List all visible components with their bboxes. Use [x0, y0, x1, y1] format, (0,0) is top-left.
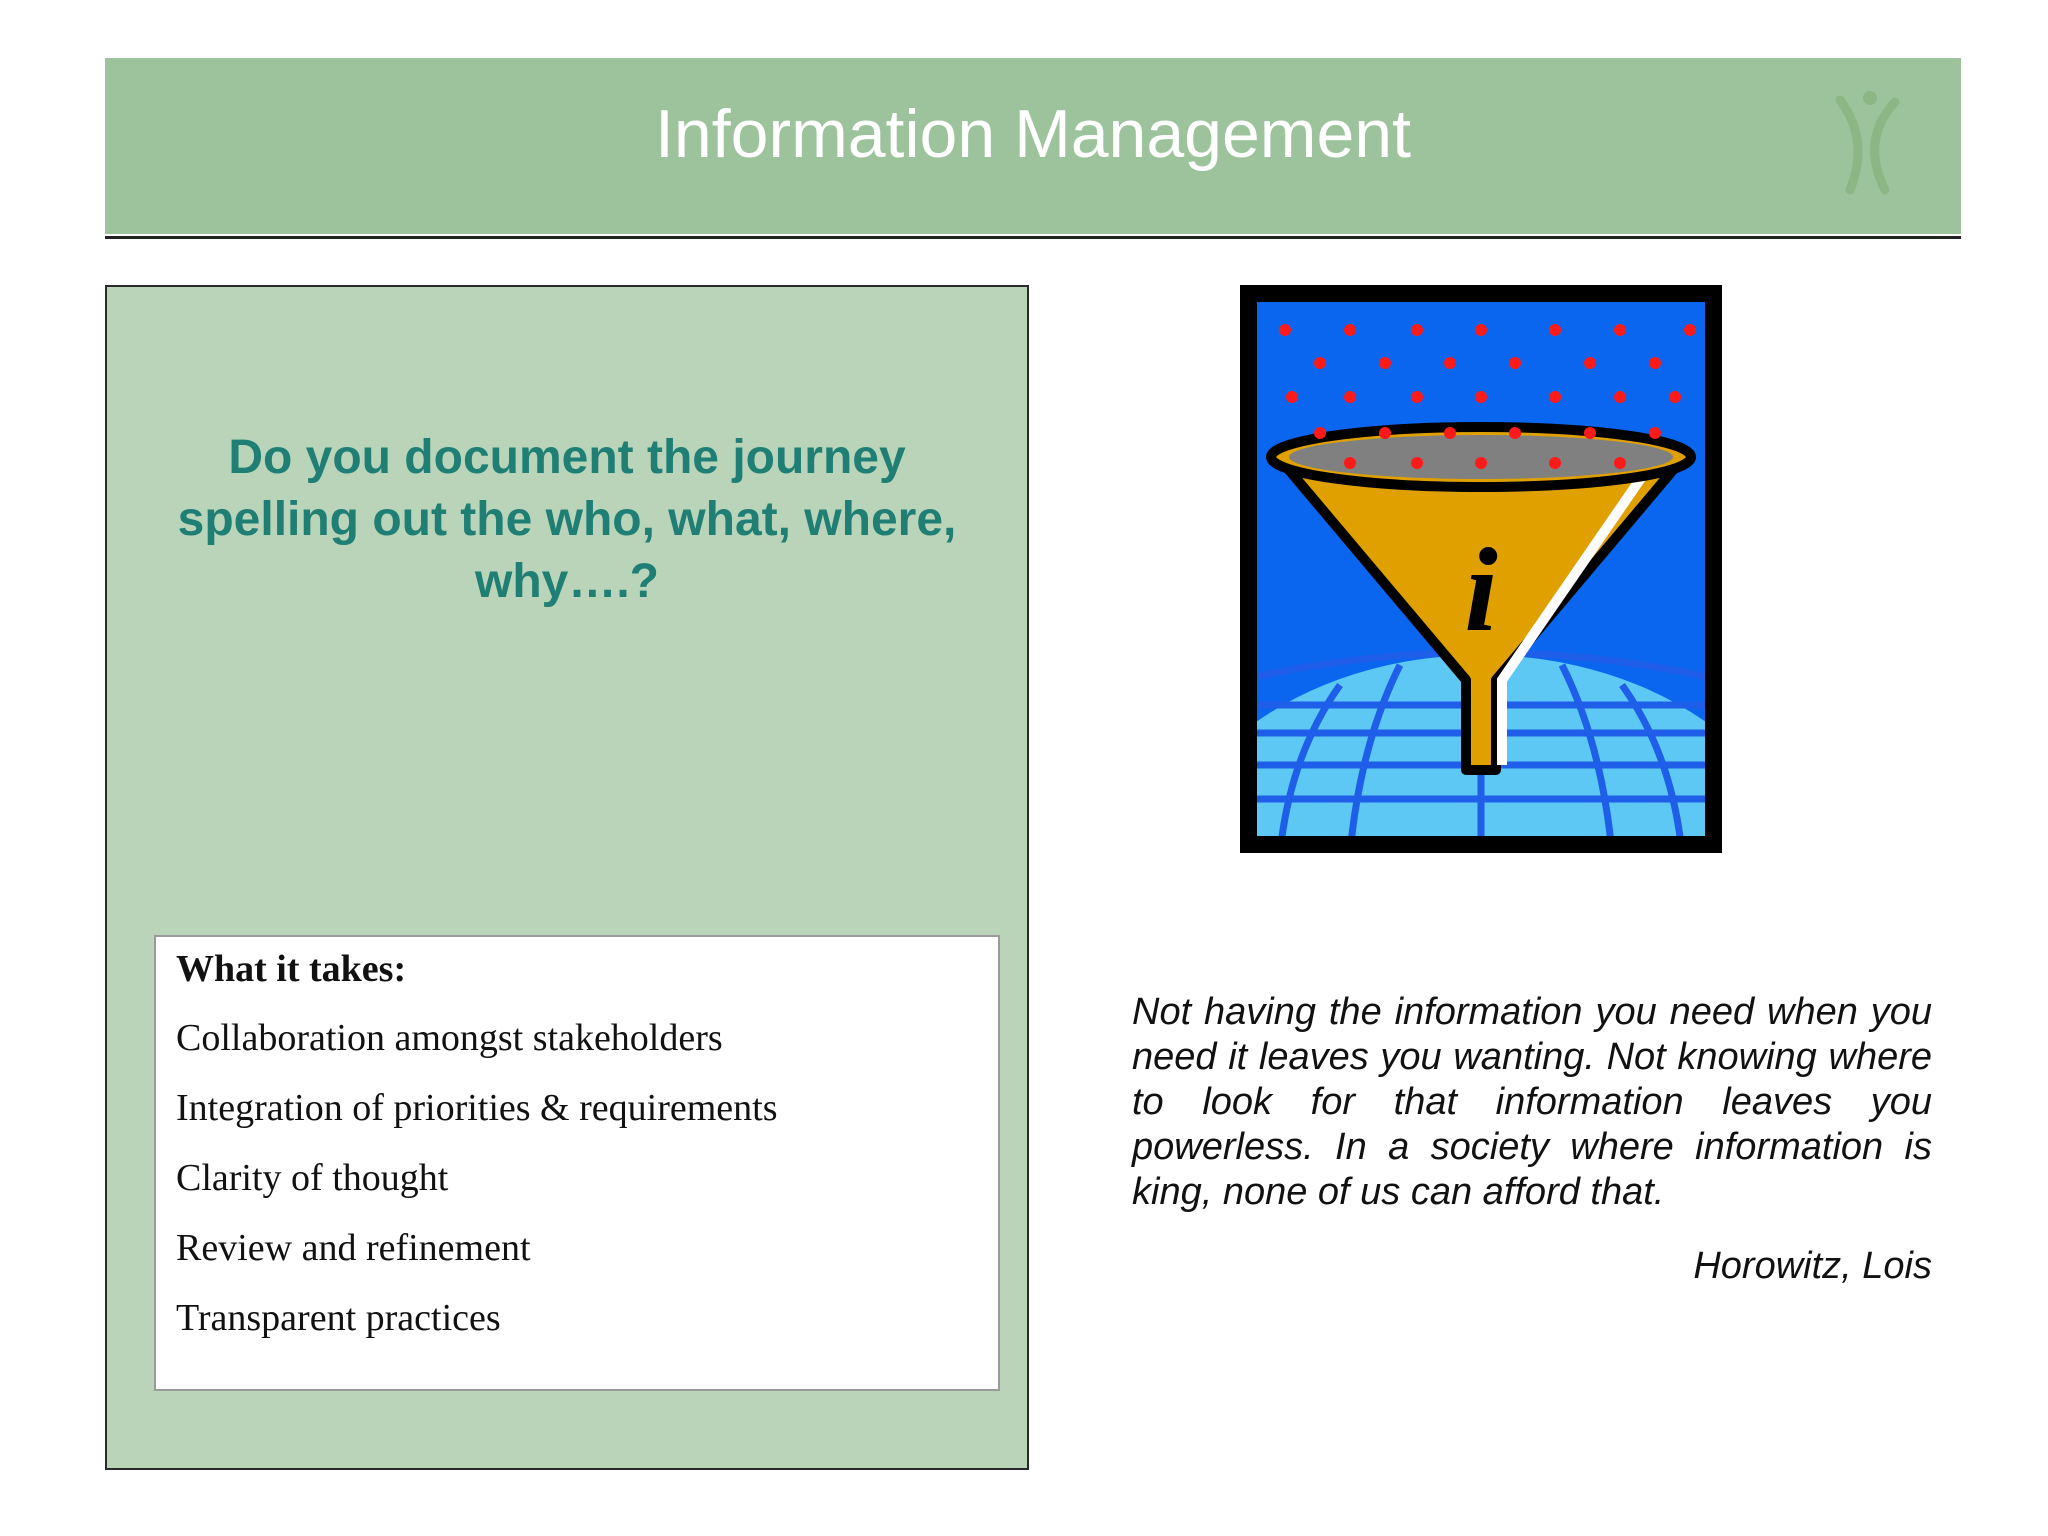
list-item: Collaboration amongst stakeholders — [176, 1017, 723, 1059]
page-title: Information Management — [655, 96, 1411, 172]
journey-question: Do you document the journey spelling out the who, what, where, why….? — [177, 431, 957, 608]
title-divider — [105, 236, 1961, 239]
title-bar — [105, 58, 1961, 234]
list-item: Transparent practices — [176, 1297, 501, 1339]
question-panel — [105, 285, 1029, 1470]
takes-title: What it takes: — [176, 948, 407, 990]
art-of-learning-logo-icon — [1800, 80, 1940, 220]
list-item: Review and refinement — [176, 1227, 531, 1269]
quote-text: Not having the information you need when you need it leaves you wanting. Not knowing where to look for that information leaves you powerless. In a society where information is king, none of us can afford that. — [1132, 991, 1932, 1213]
quote-author: Horowitz, Lois — [1693, 1245, 1932, 1287]
info-letter: i — [1464, 523, 1498, 656]
what-it-takes-box — [154, 935, 1000, 1391]
list-item: Clarity of thought — [176, 1157, 449, 1199]
information-funnel-icon — [1240, 285, 1722, 853]
list-item: Integration of priorities & requirements — [176, 1087, 778, 1129]
